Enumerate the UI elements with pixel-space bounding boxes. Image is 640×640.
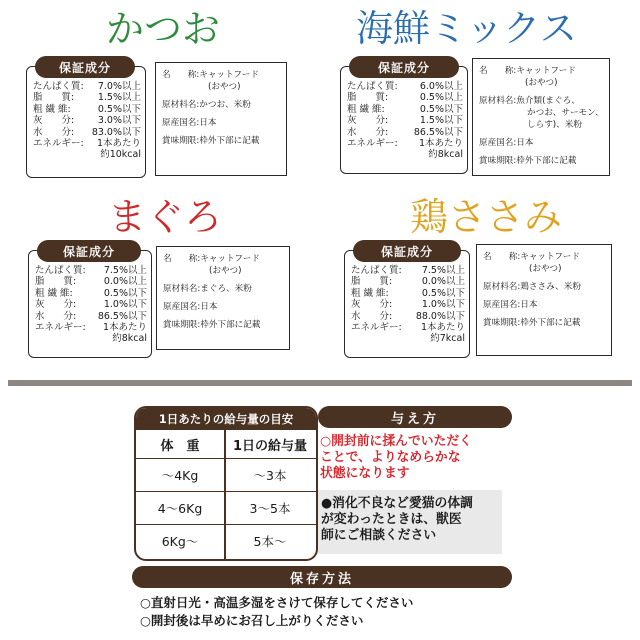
spec-name-value: キャットフード [516,66,576,76]
spec-origin-label: 原産国名: [483,300,521,310]
how-to-give-header: 与え方 [318,406,512,428]
analysis-value: 86.5%以下 [97,310,147,322]
spec-name-value: キャットフード [200,254,260,264]
analysis-label: 脂 質: [35,276,77,288]
analysis-value: 1.5%以下 [419,115,463,127]
spec-ingredients-label: 原材料名: [163,284,201,294]
spec-name [162,70,282,82]
spec-expiry [483,318,607,330]
spec-expiry [479,156,605,168]
section-divider [8,380,632,386]
product-spec-box [472,58,610,176]
spec-ingredients-label: 原材料名: [479,96,517,106]
storage-instruction: ○開封後は早めにお召し上がりください [140,613,364,628]
analysis-row [33,92,141,103]
spec-name-label: 名 称: [479,66,517,76]
analysis-label: 粗 繊 維: [351,287,389,299]
spec-ingredients [163,284,285,296]
notice-line: ○開封前に揉んでいただく [320,434,472,449]
energy-note: 約10kcal [100,149,141,161]
spec-name [483,252,607,264]
spec-name-sub: (おやつ) [529,264,562,274]
analysis-label: たんぱく質: [33,81,84,92]
analysis-row [35,299,147,310]
spec-expiry [162,136,282,148]
spec-ingredients [162,100,282,112]
spec-ingredients-extra: しらす)、米粉 [527,120,582,130]
flavor-title: 海鮮ミックス [356,7,577,50]
analysis-value: 1本あたり [418,138,463,150]
amount-cell: 5本～ [253,534,287,549]
analysis-value: 0.5%以下 [421,287,465,299]
spec-origin-value: 日本 [520,300,538,310]
analysis-value: 1.0%以下 [103,299,147,311]
weight-cell: 6Kg～ [161,534,199,549]
spec-ingredients-extra: かつお、サーモン、 [527,108,604,118]
spec-name-value: キャットフード [520,252,580,262]
analysis-label: 粗 繊 維: [347,103,385,115]
spec-name-sub: (おやつ) [525,78,558,88]
analysis-row [35,265,147,276]
spec-ingredients-value: 鶏ささみ、米粉 [520,282,581,292]
analysis-row [33,115,141,126]
spec-origin [479,138,605,150]
product-spec-box [156,246,290,350]
spec-expiry-value: 枠外下部に記載 [516,156,577,166]
feeding-guide-header: 1日あたりの給与量の目安 [136,408,316,430]
guaranteed-analysis-box [28,244,152,358]
analysis-value: 1本あたり [420,322,465,334]
product-spec-box [155,62,287,176]
guaranteed-analysis-rows [351,265,465,345]
notice-line: ●消化不良など愛猫の体調 [321,496,473,511]
analysis-row [351,288,465,299]
amount-cell: 3～5本 [249,501,291,516]
notice-line: 師にご相談ください [321,528,437,543]
analysis-row [351,276,465,287]
weight-cell: ～4Kg [161,468,199,483]
spec-expiry-label: 賞味期限: [479,156,517,166]
analysis-value: 1本あたり [96,138,141,150]
amount-cell: ～3本 [253,468,287,483]
weight-column-header: 体 重 [160,438,200,454]
guaranteed-analysis-header: 保証成分 [35,56,135,78]
guaranteed-analysis-rows [347,81,463,161]
energy-note: 約8kcal [112,333,147,345]
vet-consult-notice [321,496,473,544]
spec-name-label: 名 称: [163,254,201,264]
flavor-title: かつお [106,7,221,51]
guaranteed-analysis-box [344,244,470,358]
storage-section [132,566,512,632]
analysis-label: 水 分: [35,310,77,322]
flavor-title: まぐろ [108,195,223,239]
analysis-value: 0.5%以下 [97,103,141,115]
spec-expiry-label: 賞味期限: [163,320,201,330]
analysis-row [347,81,463,92]
analysis-value: 86.5%以下 [413,126,463,138]
product-spec-box [476,244,612,356]
analysis-row [33,104,141,115]
analysis-value: 1.0%以下 [421,299,465,311]
spec-expiry-value: 枠外下部に記載 [520,318,581,328]
feeding-guide-grid [136,430,316,559]
analysis-label: 灰 分: [33,115,75,127]
guaranteed-analysis-header: 保証成分 [349,56,459,78]
guaranteed-analysis-rows [35,265,147,345]
spec-name-sub: (おやつ) [209,266,242,276]
guaranteed-analysis-box [26,60,146,178]
analysis-label: 脂 質: [33,92,75,104]
spec-ingredients-label: 原材料名: [483,282,521,292]
analysis-label: 水 分: [351,310,393,322]
spec-origin-value: 日本 [516,138,534,148]
energy-note: 約8kcal [428,149,463,161]
spec-ingredients-value: 魚介類(まぐろ、 [516,96,580,106]
spec-origin [483,300,607,312]
spec-expiry-value: 枠外下部に記載 [199,136,260,146]
spec-name-label: 名 称: [162,70,200,80]
spec-expiry-value: 枠外下部に記載 [200,320,261,330]
massage-before-opening-notice [320,434,472,482]
analysis-row [351,311,465,322]
analysis-label: 脂 質: [347,92,389,104]
spec-ingredients [479,96,605,108]
spec-name [163,254,285,266]
spec-name-label: 名 称: [483,252,521,262]
analysis-row [35,311,147,322]
analysis-value: 7.5%以上 [421,265,465,276]
analysis-row [33,127,141,138]
spec-expiry-label: 賞味期限: [162,136,200,146]
analysis-row [33,81,141,92]
spec-origin-label: 原産国名: [479,138,517,148]
analysis-row [351,265,465,276]
analysis-value: 6.0%以上 [419,81,463,92]
analysis-value: 0.5%以下 [103,287,147,299]
analysis-value: 7.0%以上 [97,81,141,92]
spec-origin [162,118,282,130]
energy-note: 約7kcal [430,333,465,345]
analysis-label: エネルギー: [347,138,398,150]
guaranteed-analysis-header: 保証成分 [37,240,141,262]
weight-cell: 4～6Kg [157,501,203,516]
storage-header: 保存方法 [132,566,512,588]
feeding-row [136,459,316,492]
feeding-row [136,525,316,557]
spec-expiry-label: 賞味期限: [483,318,521,328]
analysis-row [351,322,465,333]
analysis-label: 粗 繊 維: [35,287,73,299]
amount-column-header: 1日の給与量 [232,438,308,454]
analysis-value: 0.5%以下 [419,103,463,115]
spec-ingredients-value: かつお、米粉 [199,100,251,110]
spec-name-value: キャットフード [199,70,259,80]
analysis-row [35,288,147,299]
spec-origin-value: 日本 [200,302,218,312]
analysis-label: 脂 質: [351,276,393,288]
analysis-label: 粗 繊 維: [33,103,71,115]
analysis-row [347,115,463,126]
spec-origin-label: 原産国名: [162,118,200,128]
analysis-label: たんぱく質: [351,265,402,276]
analysis-value: 0.0%以上 [103,276,147,288]
analysis-row [347,92,463,103]
analysis-row [347,127,463,138]
spec-name [479,66,605,78]
guaranteed-analysis-rows [33,81,141,161]
feeding-row [136,492,316,525]
analysis-row [351,299,465,310]
analysis-row [35,276,147,287]
spec-origin-label: 原産国名: [163,302,201,312]
flavor-title: 鶏ささみ [410,195,563,239]
analysis-label: エネルギー: [35,322,86,334]
analysis-row [35,322,147,333]
analysis-value: 0.5%以上 [419,92,463,104]
spec-origin-value: 日本 [199,118,217,128]
analysis-row [33,138,141,149]
spec-ingredients [483,282,607,294]
guaranteed-analysis-box [340,60,468,174]
analysis-value: 1.5%以上 [97,92,141,104]
analysis-value: 83.0%以下 [91,126,141,138]
feeding-guide-table [134,406,318,561]
spec-name-sub: (おやつ) [208,82,241,92]
analysis-label: 水 分: [347,126,389,138]
analysis-label: 灰 分: [35,299,77,311]
analysis-label: エネルギー: [33,138,84,150]
analysis-value: 88.0%以下 [415,310,465,322]
analysis-value: 0.0%以上 [421,276,465,288]
spec-expiry [163,320,285,332]
notice-line: 状態になります [320,466,410,481]
notice-line: ことで、よりなめらかな [320,450,461,465]
analysis-value: 3.0%以下 [97,115,141,127]
analysis-label: 灰 分: [351,299,393,311]
guaranteed-analysis-header: 保証成分 [353,240,461,262]
analysis-value: 7.5%以上 [103,265,147,276]
analysis-label: たんぱく質: [347,81,398,92]
analysis-label: たんぱく質: [35,265,86,276]
feeding-header-row [136,430,316,459]
analysis-label: 水 分: [33,126,75,138]
spec-ingredients-value: まぐろ、米粉 [200,284,252,294]
analysis-value: 1本あたり [102,322,147,334]
analysis-label: エネルギー: [351,322,402,334]
notice-line: が変わったときは、獣医 [321,512,462,527]
analysis-row [347,104,463,115]
spec-origin [163,302,285,314]
analysis-row [347,138,463,149]
storage-instruction: ○直射日光・高温多湿をさけて保存してください [140,595,414,610]
analysis-label: 灰 分: [347,115,389,127]
spec-ingredients-label: 原材料名: [162,100,200,110]
